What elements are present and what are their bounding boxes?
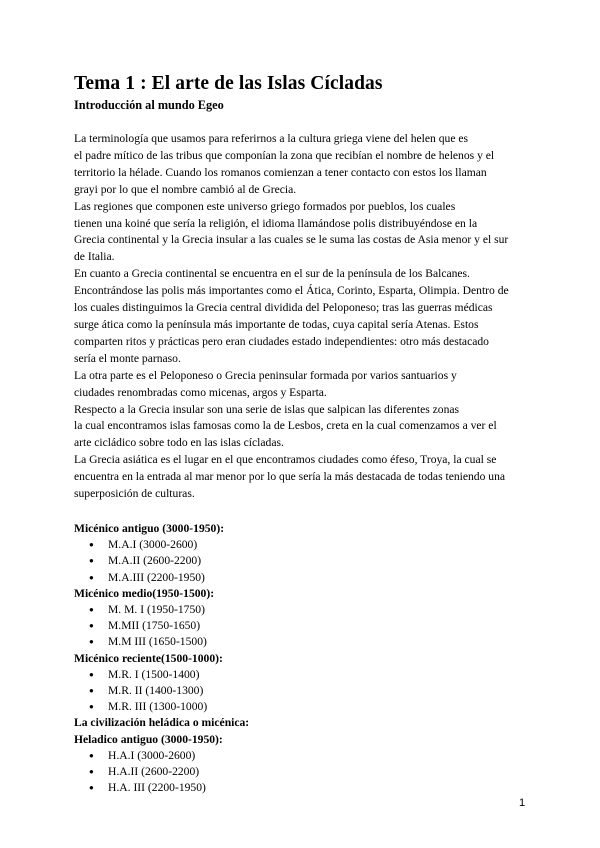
- text-line: Grecia continental y la Grecia insular a las cuales se le suma las costas de Asia menor y el sur: [74, 233, 509, 247]
- list-item: ● H.A. III (2200-1950): [74, 780, 530, 796]
- text-line: encuentra en la entrada al mar menor por lo que sería la más destacada de todas teniendo una: [74, 470, 506, 484]
- list-item: ● M.A.I (3000-2600): [74, 537, 530, 553]
- list-item: ● M. M. I (1950-1750): [74, 602, 530, 618]
- list-item: ● M.R. III (1300-1000): [74, 699, 530, 715]
- text-line: grayi por lo que el nombre cambió al de Grecia.: [74, 182, 297, 196]
- text-line: ciudades renombradas como micenas, argos y Esparta.: [74, 385, 327, 399]
- periods-section: [74, 521, 530, 796]
- list-item: ● M.A.II (2600-2200): [74, 553, 530, 569]
- text-line: surge ática como la península más importante de todas, cuya capital sería Atenas. Estos: [74, 317, 479, 331]
- text-line: Respecto a la Grecia insular son una serie de islas que salpican las diferentes zonas: [74, 402, 460, 416]
- text-line: arte cicládico sobre todo en las islas cícladas.: [74, 436, 284, 450]
- text-line: de Italia.: [74, 250, 115, 264]
- period-list: [74, 602, 530, 651]
- list-item: ● H.A.II (2600-2200): [74, 764, 530, 780]
- list-item: ● H.A.I (3000-2600): [74, 748, 530, 764]
- period-heading: Micénico antiguo (3000-1950):: [74, 521, 225, 535]
- text-line: La Grecia asiática es el lugar en el que encontramos ciudades como éfeso, Troya, la cual se: [74, 453, 497, 467]
- period-heading: Micénico medio(1950-1500):: [74, 586, 215, 600]
- text-line: En cuanto a Grecia continental se encuentra en el sur de la península de los Balcanes.: [74, 267, 470, 281]
- period-list: [74, 667, 530, 716]
- text-line: territorio la hélade. Cuando los romanos comienzan a tener contacto con estos los llaman: [74, 165, 487, 179]
- civilization-heading: La civilización heládica o micénica:: [74, 716, 250, 730]
- period-list: [74, 748, 530, 797]
- text-line: La terminología que usamos para referirnos a la cultura griega viene del helen que es: [74, 132, 469, 145]
- document-title: Tema 1 : El arte de las Islas Cícladas: [74, 73, 383, 94]
- period-list: [74, 537, 530, 586]
- body-paragraphs: [74, 131, 530, 503]
- list-item: ● M.M III (1650-1500): [74, 634, 530, 650]
- page-number: 1: [519, 797, 526, 809]
- text-line: La otra parte es el Peloponeso o Grecia peninsular formada por varios santuarios y: [74, 368, 457, 382]
- text-line: tienen una koiné que sería la religión, el idioma llamándose polis distribuyéndose en la: [74, 216, 478, 230]
- list-item: ● M.A.III (2200-1950): [74, 570, 530, 586]
- text-line: el padre mítico de las tribus que componían la zona que recibían el nombre de helenos y el: [74, 148, 495, 162]
- text-line: comparten ritos y prácticas pero eran ciudades estado independientes: otro más destacado: [74, 334, 489, 348]
- document-subtitle: Introducción al mundo Egeo: [74, 98, 224, 112]
- text-line: superposición de culturas.: [74, 487, 195, 501]
- period-heading: Heladico antiguo (3000-1950):: [74, 732, 223, 746]
- period-heading: Micénico reciente(1500-1000):: [74, 651, 223, 665]
- text-line: los cuales distinguimos la Grecia central dividida del Peloponeso; tras las guerras médicas: [74, 301, 493, 315]
- document-page: [74, 72, 530, 796]
- text-line: la cual encontramos islas famosas como la de Lesbos, creta en la cual comenzamos a ver el: [74, 419, 497, 433]
- text-line: Las regiones que componen este universo griego formados por pueblos, los cuales: [74, 199, 456, 213]
- text-line: sería el monte parnaso.: [74, 351, 181, 365]
- list-item: ● M.MII (1750-1650): [74, 618, 530, 634]
- list-item: ● M.R. I (1500-1400): [74, 667, 530, 683]
- text-line: Encontrándose las polis más importantes como el Ática, Corinto, Esparta, Olimpia. Dentro de: [74, 284, 509, 298]
- list-item: ● M.R. II (1400-1300): [74, 683, 530, 699]
